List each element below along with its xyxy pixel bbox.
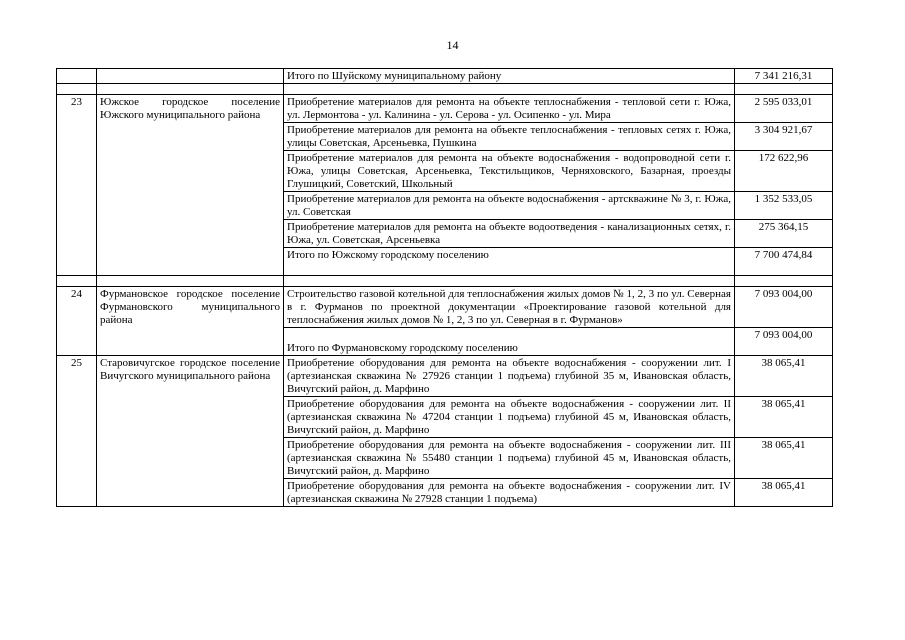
item-description: Приобретение материалов для ремонта на объекте теплоснабжения - тепловой сети г. Южа, ул. Лермонтова - ул. Калинина - ул. Серова - ул. Осипенко - ул. Мира bbox=[284, 95, 735, 123]
item-description: Приобретение оборудования для ремонта на объекте водоснабжения - сооружении лит. III (артезианская скважина № 55480 станции 1 подъема) глубиной 45 м, Ивановская область, Вичугский район, д. Марфино bbox=[284, 438, 735, 479]
item-amount: 172 622,96 bbox=[735, 151, 833, 192]
item-description: Приобретение оборудования для ремонта на объекте водоснабжения - сооружении лит. I (артезианская скважина № 27926 станции 1 подъема) глубиной 35 м, Ивановская область, Вичугский район, д. Марфино bbox=[284, 356, 735, 397]
municipality-name: Фурмановское городское поселение Фурмановского муниципального района bbox=[97, 287, 284, 356]
table-row bbox=[57, 356, 833, 397]
item-description: Приобретение оборудования для ремонта на объекте водоснабжения - сооружении лит. II (артезианская скважина № 47204 станции 1 подъема) глубиной 45 м, Ивановская область, Вичугский район, д. Марфино bbox=[284, 397, 735, 438]
cell-name bbox=[97, 69, 284, 84]
table-row bbox=[57, 95, 833, 123]
item-amount: 3 304 921,67 bbox=[735, 123, 833, 151]
item-description: Приобретение материалов для ремонта на объекте теплоснабжения - тепловых сетях г. Южа, улицы Советская, Арсеньевка, Пушкина bbox=[284, 123, 735, 151]
item-amount: 275 364,15 bbox=[735, 220, 833, 248]
item-amount: 38 065,41 bbox=[735, 356, 833, 397]
total-label: Итого по Южскому городскому поселению bbox=[284, 248, 735, 276]
cell-num bbox=[57, 69, 97, 84]
table-spacer bbox=[57, 276, 833, 287]
municipality-name: Старовичугское городское поселение Вичугского муниципального района bbox=[97, 356, 284, 507]
row-number: 25 bbox=[57, 356, 97, 507]
total-label: Итого по Фурмановскому городскому поселению bbox=[284, 328, 735, 356]
item-description: Строительство газовой котельной для теплоснабжения жилых домов № 1, 2, 3 по ул. Северная в г. Фурманов по проектной документации «Проектирование газовой котельной для теплоснабжения жилых домов № 1, 2, 3 по ул. Северная в г. Фурманов» bbox=[284, 287, 735, 328]
municipality-name: Южское городское поселение Южского муниципального района bbox=[97, 95, 284, 276]
row-number: 23 bbox=[57, 95, 97, 276]
table-row-total-shuya bbox=[57, 69, 833, 84]
total-amount: 7 341 216,31 bbox=[735, 69, 833, 84]
item-amount: 38 065,41 bbox=[735, 438, 833, 479]
table-row bbox=[57, 287, 833, 328]
total-amount: 7 093 004,00 bbox=[735, 328, 833, 356]
total-label: Итого по Шуйскому муниципальному району bbox=[284, 69, 735, 84]
item-amount: 38 065,41 bbox=[735, 397, 833, 438]
item-amount: 1 352 533,05 bbox=[735, 192, 833, 220]
item-amount: 7 093 004,00 bbox=[735, 287, 833, 328]
item-amount: 2 595 033,01 bbox=[735, 95, 833, 123]
item-description: Приобретение оборудования для ремонта на объекте водоснабжения - сооружении лит. IV (артезианская скважина № 27928 станции 1 подъема) bbox=[284, 479, 735, 507]
total-amount: 7 700 474,84 bbox=[735, 248, 833, 276]
page-number: 14 bbox=[446, 38, 459, 52]
item-description: Приобретение материалов для ремонта на объекте водоснабжения - артскважине № 3, г. Южа, ул. Советская bbox=[284, 192, 735, 220]
row-number: 24 bbox=[57, 287, 97, 356]
funding-table bbox=[56, 68, 833, 507]
item-amount: 38 065,41 bbox=[735, 479, 833, 507]
item-description: Приобретение материалов для ремонта на объекте водоснабжения - водопроводной сети г. Южа, улицы Советская, Арсеньевка, Текстильщиков, Черняховского, Базарная, проезды Глушицкий, Советский, Школьный bbox=[284, 151, 735, 192]
item-description: Приобретение материалов для ремонта на объекте водоотведения - канализационных сетях, г. Южа, ул. Советская, Арсеньевка bbox=[284, 220, 735, 248]
table-spacer bbox=[57, 84, 833, 95]
